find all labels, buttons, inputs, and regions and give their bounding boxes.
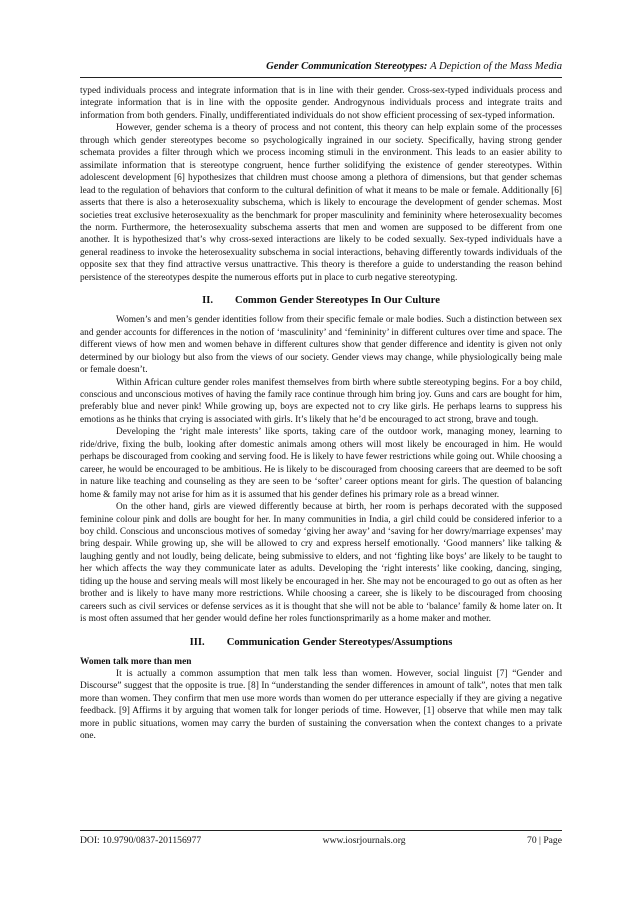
section-title: Communication Gender Stereotypes/Assumptions: [226, 636, 453, 648]
footer-doi: DOI: 10.9790/0837-201156977: [80, 835, 202, 846]
footer-page-number: 70 | Page: [527, 835, 562, 846]
footer-website: www.iosrjournals.org: [322, 835, 406, 846]
paragraph: It is actually a common assumption that men talk less than women. However, social linguist [7] “Gender and Discourse” suggest that the opposite is true. [8] In “understanding the sender differences in amount of talk”, notes that men talk more than women. They confirm that men use more words than women do per utterance especially if they are giving a negative feedback. [9] Affirms it by arguing that women talk for longer periods of time. However, [1] observe that while men may talk more in public situations, women may carry the burden of sustaining the conversation when the context changes to a private one.: [80, 669, 562, 742]
paragraph: Within African culture gender roles manifest themselves from birth where subtle stereotyping begins. For a boy child, conscious and unconscious motives of having the family race continue through him bring joy. Guns and cars are bought for him, preferably blue and never pink! While growing up, boys are expected not to cry like girls. He perhaps learns to suppress his emotions as he thinks that crying is associated with girls. It’s likely that he’d be encouraged to act strong, brave and tough.: [80, 377, 562, 425]
paragraph: Women’s and men’s gender identities follow from their specific female or male bodies. Such a distinction between sex and gender accounts for differences in the notion of ‘masculinity’ and ‘femininity’ in different cultures over time and space. The different views of how men and women behave in different cultures show that gender difference and identity is given not only determined by our biology but also from the views of our society. Gender views may change, while physiologically being male or female doesn’t.: [80, 315, 562, 376]
paragraph: typed individuals process and integrate information that is in line with their gender. Cross-sex-typed individuals process and integrate information that is in line with the opposite gender. Androgynous individuals process and integrate traits and information from both genders. Finally, undifferentiated individuals do not show efficient processing of sex-typed information.: [80, 86, 562, 121]
paragraph: However, gender schema is a theory of process and not content, this theory can help explain some of the processes through which gender stereotypes become so psychologically ingrained in our society. Specifically, having strong gender schemata provides a filter through which we process incoming stimuli in the environment. This leads to an easier ability to assimilate information that is stereotype congruent, hence further solidifying the existence of gender stereotypes. Within adolescent development [6] hypothesizes that children must choose among a plethora of dimensions, but that gender schemas lead to the regulation of behaviors that conform to the cultural definition of what it means to be male or female. Additionally [6] asserts that there is also a heterosexuality subschema, which is likely to encourage the development of gender schemas. Most societies treat exclusive heterosexuality as the benchmark for proper masculinity and femininity where heterosexuality becomes the norm. Furthermore, the heterosexuality subschema asserts that men and women are supposed to be different from one another. It is hypothesized that’s why cross-sexed interactions are likely to be coded sexually. Sex-typed individuals have a general readiness to invoke the heterosexuality subschema in social interactions, behaving differently towards individuals of the opposite sex that they find attractive versus unattractive. This theory is therefore a guide to understanding the reason behind persistence of the stereotypes despite the numerous efforts put in place to curb negative stereotyping.: [80, 123, 562, 283]
section-heading-2: [80, 294, 562, 307]
section-number: III.: [189, 636, 205, 648]
section-heading-3: [80, 636, 562, 649]
header-separator: :: [423, 61, 431, 72]
subsection-heading: Women talk more than men: [80, 656, 192, 667]
header-title: Gender Communication Stereotypes: [266, 61, 424, 72]
body-text: [80, 85, 562, 743]
paragraph: Developing the ‘right male interests’ like sports, taking care of the outdoor work, managing money, learning to ride/drive, fixing the bulb, looking after domestic animals among others will most likely be encouraged in him. He would perhaps be discouraged from cooking and serving food. He is likely to have fewer restrictions while going out. While choosing a career, he would be encouraged to be ambitious. He is likely to be discouraged from choosing careers that are deemed to be soft in nature like teaching and counseling as they are seen to be ‘softer’ career options meant for girls. The question of balancing home & family may not arise for him as it is assumed that his gender defines his primary role as a bread winner.: [80, 427, 562, 500]
section-title: Common Gender Stereotypes In Our Culture: [234, 295, 440, 307]
document-page: [80, 60, 562, 890]
running-header: [80, 60, 562, 78]
page-footer: [80, 830, 562, 847]
header-subtitle: A Depiction of the Mass Media: [430, 61, 562, 72]
paragraph: On the other hand, girls are viewed differently because at birth, her room is perhaps decorated with the supposed feminine colour pink and dolls are bought for her. In many communities in India, a girl child could be considered inferior to a boy child. Conscious and unconscious motives of someday ‘giving her away’ and ‘saving for her dowry/marriage expenses’ may bring despair. While growing up, she will be allowed to cry and express herself emotionally. ‘Good manners’ like talking & laughing gently and not loudly, being delicate, being submissive to elders, and not ‘fighting like boys’ are likely to be taught to her which affects the way they communicate later as adults. Developing the ‘right interests’ like cooking, dancing, singing, tiding up the house and serving meals will most likely be encouraged in her. She may not be encouraged to go out as often as her brother and is likely to have many more restrictions. While choosing a career, she is likely to be discouraged from choosing careers such as civil services or defense services as it is thought that she will not be able to ‘balance’ family & home later on. It is most often assumed that her gender would define her roles functionsprimarily as a home maker and mother.: [80, 502, 562, 625]
section-number: II.: [202, 295, 213, 307]
